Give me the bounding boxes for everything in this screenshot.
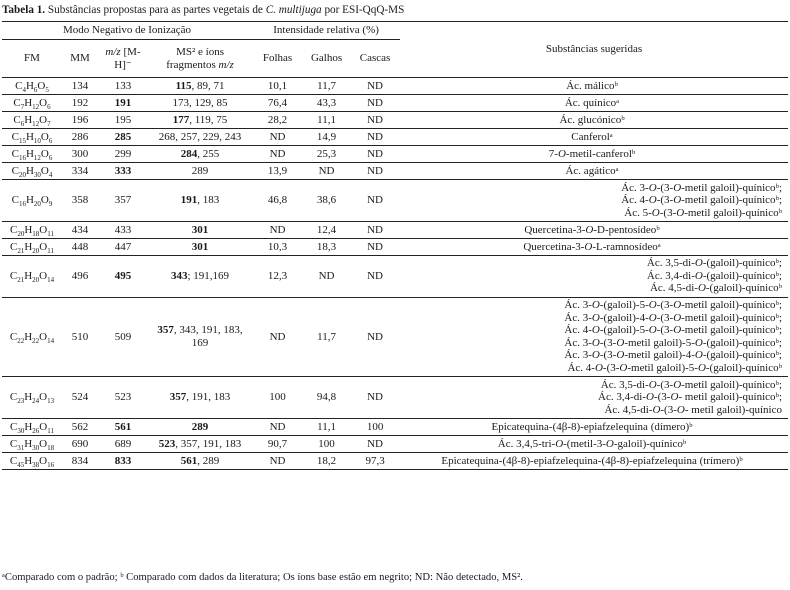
cell-cascas: 100 [350, 418, 400, 435]
cell-mz: 133 [114, 79, 132, 92]
cell-ms2: 191, 183 [148, 180, 252, 222]
cell-mm: 192 [62, 95, 98, 112]
cell-ms2: 115, 89, 71 [175, 79, 225, 92]
header-cascas: Cascas [350, 40, 400, 78]
cell-sugg [400, 435, 788, 452]
table-row [2, 129, 788, 146]
cell-fm: $C_7H_{12}O_6$ [2, 95, 62, 112]
substance-name: Ác. 4,5-di-O-(3-O- metil galoil)-quínico [604, 403, 782, 416]
cell-cascas: ND [350, 297, 400, 377]
cell-mm: 510 [62, 297, 98, 377]
substance-name: Ác. 4-O-(galoil)-5-O-(3-O-metil galoil)-quínicoᵇ; [564, 324, 782, 337]
substance-name: Ác. 4,5-di-O-(galoil)-quínicoᵇ [649, 282, 782, 295]
cell-mz: 833 [98, 452, 148, 469]
substance-name: Quercetina-3-O-D-pentosídeoᵇ [524, 223, 660, 236]
cell-mz: 195 [98, 112, 148, 129]
substance-name: Ác. 3,4,5-tri-O-(metil-3-O-galoil)-quínicoᵇ [497, 437, 687, 450]
cell-folhas: 100 [252, 377, 303, 419]
cell-mm: 524 [62, 377, 98, 419]
cell-cascas: ND [350, 255, 400, 297]
cell-cascas: ND [350, 180, 400, 222]
cell-ms2: 343; 191,169 [148, 255, 252, 297]
cell-ms2: 301 [148, 238, 252, 255]
cell-galhos: 12,4 [303, 221, 350, 238]
cell-mz: 285 [98, 129, 148, 146]
header-row-groups [2, 22, 788, 40]
substance-name: Ác. 4-O-(3-O-metil galoil)-5-O-(galoil)-quínicoᵇ [567, 362, 782, 375]
cell-mz: 523 [98, 377, 148, 419]
substance-name: Ác. agáticoᵃ [565, 164, 619, 177]
table-row [2, 452, 788, 469]
substance-name: Ác. 3-O-(galoil)-4-O-(3-O-metil galoil)-quínicoᵇ; [564, 311, 782, 324]
cell-sugg [400, 146, 788, 163]
cell-sugg [400, 238, 788, 255]
header-ms2: MS² e íons fragmentos m/z [148, 40, 252, 78]
substance-name: Ác. 3-O-(3-O-metil galoil)-quínicoᵇ; [621, 181, 782, 194]
cell-fm: $C_{16}H_{20}O_9$ [2, 180, 62, 222]
cell-cascas: ND [350, 163, 400, 180]
table-row [2, 180, 788, 222]
substance-name: Ác. 3-O-(galoil)-5-O-(3-O-metil galoil)-quínicoᵇ; [564, 299, 782, 312]
cell-sugg [400, 78, 788, 95]
cell-mz: 433 [98, 221, 148, 238]
cell-mz: 689 [98, 435, 148, 452]
cell-sugg [400, 163, 788, 180]
cell-folhas: 76,4 [252, 95, 303, 112]
table-row [2, 112, 788, 129]
cell-galhos: 18,3 [303, 238, 350, 255]
cell-cascas: ND [350, 95, 400, 112]
cell-ms2: 357, 191, 183 [148, 377, 252, 419]
cell-ms2: 177, 119, 75 [148, 112, 252, 129]
cell-galhos: 11,7 [303, 297, 350, 377]
table-row [2, 435, 788, 452]
cell-folhas: 10,3 [252, 238, 303, 255]
cell-sugg [400, 221, 788, 238]
substance-name: Quercetina-3-O-L-ramnosídeoᵃ [523, 240, 661, 253]
cell-sugg [400, 95, 788, 112]
table-row [2, 418, 788, 435]
header-intensity: Intensidade relativa (%) [252, 22, 400, 40]
cell-ms2: 268, 257, 229, 243 [148, 129, 252, 146]
caption-label: Tabela 1. [2, 4, 46, 16]
substance-name: Ác. 3,5-di-O-(3-O-metil galoil)-quínicoᵇ; [600, 378, 782, 391]
cell-folhas: ND [252, 452, 303, 469]
header-folhas: Folhas [252, 40, 303, 78]
cell-fm: $C_{16}H_{12}O_6$ [2, 146, 62, 163]
substance-name: Ác. 3,5-di-O-(galoil)-quínicoᵇ; [646, 257, 782, 270]
substance-name: Ác. 5-O-(3-O-metil galoil)-quínicoᵇ [624, 206, 782, 219]
cell-folhas: 13,9 [252, 163, 303, 180]
cell-fm: $C_6H_{12}O_7$ [2, 112, 62, 129]
cell-ms2: 357, 343, 191, 183, 169 [148, 297, 252, 377]
cell-fm: $C_{20}H_{18}O_{11}$ [2, 221, 62, 238]
cell-ms2: 561, 289 [148, 452, 252, 469]
cell-ms2: 173, 129, 85 [148, 95, 252, 112]
cell-fm: $C_{30}H_{26}O_{11}$ [2, 418, 62, 435]
cell-sugg [400, 377, 788, 419]
cell-cascas: ND [350, 221, 400, 238]
cell-cascas: ND [350, 129, 400, 146]
caption-species: C. multijuga [265, 4, 322, 16]
cell-mm: 834 [62, 452, 98, 469]
substance-name: Ác. 3,4-di-O-(galoil)-quínicoᵇ; [646, 269, 782, 282]
cell-fm: $C_{23}H_{24}O_{13}$ [2, 377, 62, 419]
cell-cascas: ND [367, 79, 383, 92]
cell-cascas: ND [350, 435, 400, 452]
substance-name: Epicatequina-(4β-8)-epiafzelequina (dímero)ᵇ [491, 420, 693, 433]
table-row [2, 238, 788, 255]
cell-fm: $C_4H_6O_5$ [15, 79, 49, 94]
cell-sugg [400, 255, 788, 297]
cell-fm: $C_{45}H_{38}O_{16}$ [2, 452, 62, 469]
cell-galhos: 94,8 [303, 377, 350, 419]
cell-mz: 495 [98, 255, 148, 297]
substance-name: Ác. 4-O-(3-O-metil galoil)-quínicoᵇ; [621, 194, 782, 207]
cell-galhos: 11,1 [303, 112, 350, 129]
cell-mm: 286 [62, 129, 98, 146]
cell-mz: 357 [98, 180, 148, 222]
cell-sugg [400, 129, 788, 146]
substance-name: Ác. 3,4-di-O-(3-O- metil galoil)-quínicoᵇ; [598, 391, 782, 404]
cell-mm: 434 [62, 221, 98, 238]
cell-cascas: ND [350, 146, 400, 163]
cell-cascas: ND [350, 377, 400, 419]
cell-galhos: 38,6 [303, 180, 350, 222]
cell-sugg [400, 297, 788, 377]
cell-ms2: 284, 255 [148, 146, 252, 163]
cell-ms2: 301 [148, 221, 252, 238]
results-table [2, 21, 788, 470]
cell-galhos: 25,3 [303, 146, 350, 163]
cell-ms2: 523, 357, 191, 183 [148, 435, 252, 452]
caption-text-after: por ESI-QqQ-MS [321, 4, 405, 16]
cell-mm: 562 [62, 418, 98, 435]
cell-mm: 496 [62, 255, 98, 297]
cell-galhos: 11,7 [317, 79, 336, 92]
cell-galhos: 100 [303, 435, 350, 452]
substance-name: Ác. glucónicoᵇ [559, 113, 625, 126]
cell-cascas: 97,3 [350, 452, 400, 469]
substance-name: Epicatequina-(4β-8)-epiafzelequina-(4β-8)-epiafzelequina (trímero)ᵇ [441, 454, 743, 467]
cell-fm: $C_{21}H_{20}O_{14}$ [2, 255, 62, 297]
substance-name: Ác. quínicoᵃ [564, 96, 620, 109]
cell-folhas: 28,2 [252, 112, 303, 129]
cell-folhas: ND [252, 221, 303, 238]
cell-folhas: ND [252, 297, 303, 377]
table-row [2, 146, 788, 163]
cell-fm: $C_{15}H_{10}O_6$ [2, 129, 62, 146]
table-row [2, 95, 788, 112]
cell-mz: 509 [98, 297, 148, 377]
substance-name: Canferolᵃ [571, 130, 613, 143]
cell-folhas: ND [252, 418, 303, 435]
cell-sugg [400, 180, 788, 222]
cell-fm: $C_{20}H_{30}O_4$ [2, 163, 62, 180]
cell-folhas: ND [252, 146, 303, 163]
cell-mm: 690 [62, 435, 98, 452]
table-footnote: ᵃComparado com o padrão; ᵇ Comparado com dados da literatura; Os íons base estão em negrito; ND: Não detectado, MS². [2, 572, 523, 583]
cell-mz: 299 [98, 146, 148, 163]
cell-fm: $C_{22}H_{22}O_{14}$ [2, 297, 62, 377]
cell-folhas: 10,1 [267, 79, 288, 92]
cell-sugg [400, 452, 788, 469]
cell-folhas: 46,8 [252, 180, 303, 222]
cell-galhos: ND [303, 255, 350, 297]
cell-galhos: 11,1 [303, 418, 350, 435]
cell-galhos: 43,3 [303, 95, 350, 112]
cell-galhos: 14,9 [303, 129, 350, 146]
table-body [2, 78, 788, 470]
cell-mm: 300 [62, 146, 98, 163]
header-mz: m/z [M-H]⁻ [98, 40, 148, 78]
substance-name: Ác. 3-O-(3-O-metil galoil)-5-O-(galoil)-quínicoᵇ; [564, 336, 782, 349]
substance-name: 7-O-metil-canferolᵇ [548, 147, 636, 160]
cell-mm: 134 [71, 79, 89, 92]
header-sugg: Substâncias sugeridas [400, 22, 788, 78]
header-fm: FM [2, 40, 62, 78]
cell-folhas: 12,3 [252, 255, 303, 297]
substance-name: Ác. 3-O-(3-O-metil galoil)-4-O-(galoil)-quínicoᵇ; [564, 349, 782, 362]
table-row [2, 297, 788, 377]
table-row [2, 78, 788, 95]
table-caption [2, 3, 788, 17]
table-row [2, 163, 788, 180]
table-row [2, 255, 788, 297]
cell-cascas: ND [350, 238, 400, 255]
cell-galhos: 18,2 [303, 452, 350, 469]
cell-mz: 191 [98, 95, 148, 112]
cell-cascas: ND [350, 112, 400, 129]
cell-mm: 358 [62, 180, 98, 222]
cell-mz: 333 [98, 163, 148, 180]
header-mm: MM [62, 40, 98, 78]
caption-text-before: Substâncias propostas para as partes vegetais de [45, 4, 266, 16]
cell-ms2: 289 [148, 418, 252, 435]
header-ion-mode: Modo Negativo de Ionização [2, 22, 252, 40]
cell-mz: 561 [98, 418, 148, 435]
cell-fm: $C_{31}H_{30}O_{18}$ [2, 435, 62, 452]
substance-name: Ác. málicoᵇ [566, 79, 618, 92]
table-row [2, 221, 788, 238]
cell-mm: 334 [62, 163, 98, 180]
header-galhos: Galhos [303, 40, 350, 78]
table-row [2, 377, 788, 419]
cell-galhos: ND [303, 163, 350, 180]
cell-mm: 448 [62, 238, 98, 255]
cell-folhas: 90,7 [252, 435, 303, 452]
cell-folhas: ND [252, 129, 303, 146]
cell-fm: $C_{21}H_{20}O_{11}$ [2, 238, 62, 255]
cell-ms2: 289 [148, 163, 252, 180]
cell-mz: 447 [98, 238, 148, 255]
cell-sugg [400, 112, 788, 129]
cell-mm: 196 [62, 112, 98, 129]
cell-sugg [400, 418, 788, 435]
